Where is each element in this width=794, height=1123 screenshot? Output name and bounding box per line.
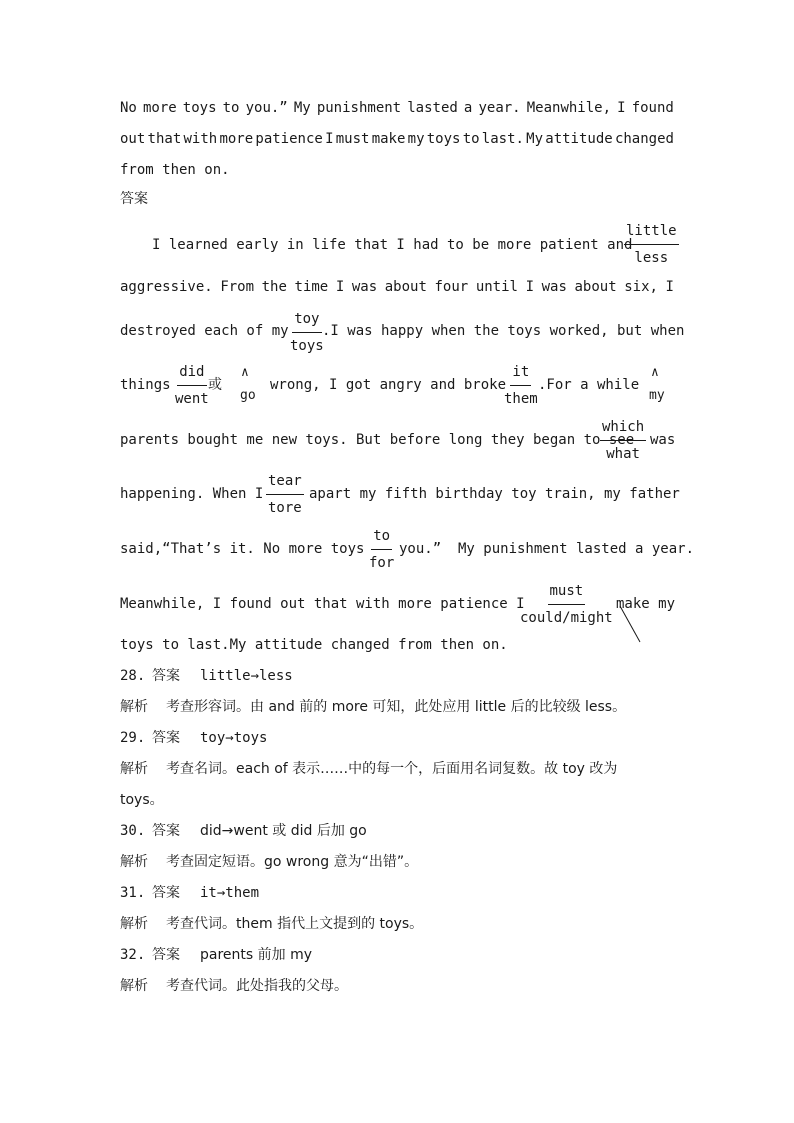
answer-value: it→them [200,885,260,901]
correction-revised: toys [290,338,324,354]
correction-revised: tore [268,500,302,516]
answer-number: 30. [120,823,146,839]
answer-label: 答案 [152,947,180,963]
correction-revised: for [369,555,395,571]
passage-line-5a: parents bought me new toys. But before long they began to see [120,432,635,448]
explanation-text: 考查形容词。由 and 前的 more 可知，此处应用 little 后的比较级 less。 [166,699,627,715]
or-marker: 或 [208,377,222,393]
passage-line-6a: happening. When I [120,486,264,502]
correction-original: did [177,363,206,386]
correction-original: toy [292,310,321,333]
insertion-caret-icon: ∧ [241,365,249,380]
explanation-text: 考查代词。them 指代上文提到的 toys。 [166,916,424,932]
correction-original: tear [266,472,304,495]
explanation-label: 解析 [120,761,148,777]
explanation-text: 考查固定短语。go wrong 意为“出错”。 [166,854,419,870]
correction-revised: could/might [520,610,613,626]
insertion-word-my: my [649,388,665,403]
intro-line-2: out that with more patience I must make my toys to last. My attitude changed [120,131,674,147]
passage-line-4c: .For a while [538,377,640,393]
passage-line-1: I learned early in life that I had to be more patient and [152,237,633,253]
correction-tear-tore [266,472,304,517]
answer-number: 28. [120,668,146,684]
answer-number: 29. [120,730,146,746]
correction-original: which [600,418,646,441]
passage-line-7b: you.” My punishment lasted a year. [399,541,695,557]
correction-did-went [173,363,211,408]
answer-value: did→went 或 did 后加 go [200,823,367,839]
correction-to-for [367,527,396,572]
answer-label: 答案 [152,823,180,839]
correction-revised: what [606,446,640,462]
passage-line-2: aggressive. From the time I was about four until I was about six, I [120,279,674,295]
passage-line-3a: destroyed each of my [120,323,289,339]
passage-line-9: toys to last.My attitude changed from then on. [120,637,508,653]
correction-original: must [548,582,586,605]
answer-label: 答案 [152,885,180,901]
answer-value: toy→toys [200,730,268,746]
correction-it-them [502,363,540,408]
correction-original: it [510,363,531,386]
explanation-text: 考查名词。each of 表示……中的每一个，后面用名词复数。故 toy 改为 [166,761,618,777]
correction-toy-toys [288,310,326,355]
passage-line-4a: things [120,377,171,393]
correction-which-what [600,418,646,463]
intro-line-3: from then on. [120,162,230,178]
explanation-label: 解析 [120,916,148,932]
answer-value: little→less [200,668,293,684]
correction-must-could [518,582,615,627]
explanation-text: 考查代词。此处指我的父母。 [166,978,348,994]
explanation-text-cont: toys。 [120,792,164,808]
passage-line-5b: was [650,432,676,448]
insertion-word-go: go [240,388,256,403]
answer-number: 31. [120,885,146,901]
answer-heading: 答案 [120,191,148,207]
explanation-label: 解析 [120,854,148,870]
insertion-caret-icon: ∧ [651,365,659,380]
passage-line-8b: make my [616,596,676,612]
passage-line-6b: apart my fifth birthday toy train, my father [309,486,680,502]
explanation-label: 解析 [120,978,148,994]
answer-number: 32. [120,947,146,963]
passage-line-3b: .I was happy when the toys worked, but when [322,323,685,339]
correction-revised: went [175,391,209,407]
passage-line-4b: wrong, I got angry and broke [270,377,507,393]
correction-original: little [624,222,679,245]
passage-line-7a: said,“That’s it. No more toys [120,541,365,557]
correction-little-less [624,222,679,267]
intro-line-1: No more toys to you.” My punishment lasted a year. Meanwhile, I found [120,100,674,116]
answer-value: parents 前加 my [200,947,313,963]
deletion-mark-icon [618,604,648,646]
correction-revised: them [504,391,538,407]
answer-label: 答案 [152,668,180,684]
explanation-label: 解析 [120,699,148,715]
correction-original: to [371,527,392,550]
passage-line-8a: Meanwhile, I found out that with more patience I [120,596,525,612]
correction-revised: less [634,250,669,266]
answer-label: 答案 [152,730,180,746]
